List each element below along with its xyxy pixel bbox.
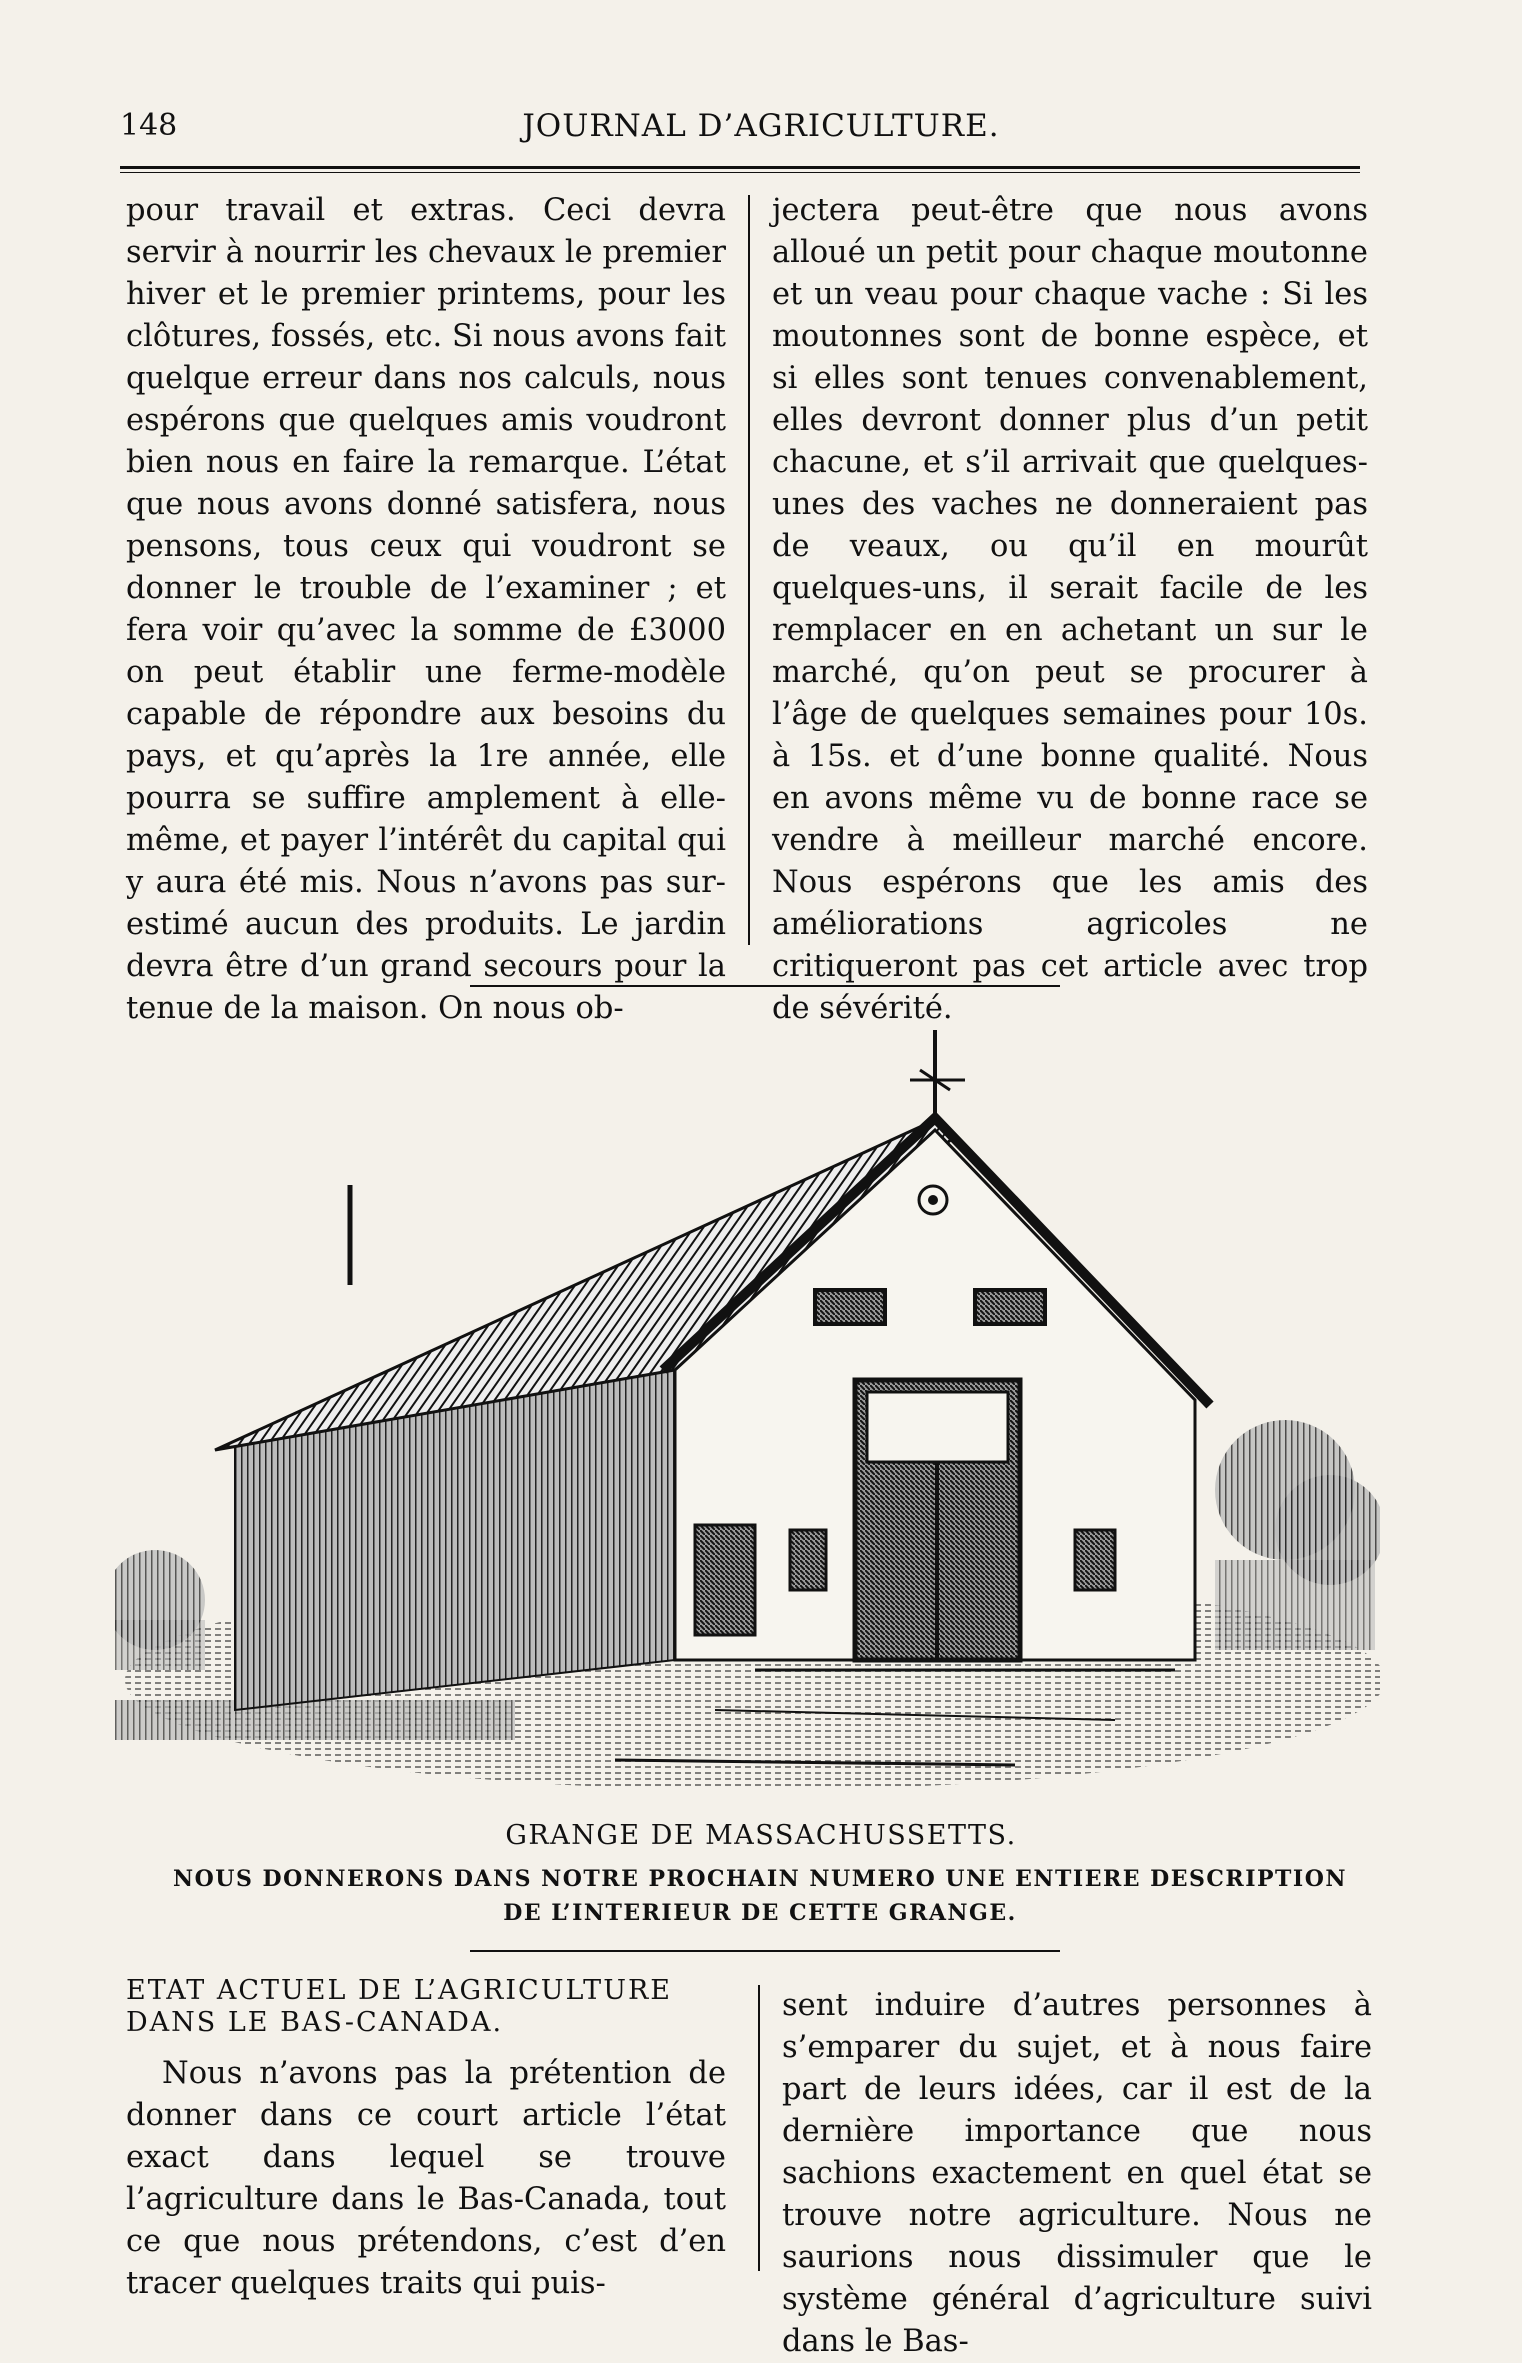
article-heading-line2: DANS LE BAS-CANADA. bbox=[126, 2007, 504, 2038]
bottom-right-paragraph: sent induire d’autres personnes à s’emparer du sujet, et à nous faire part de leurs idées, car il est de la dernière importance que nous sachions exactement en quel état se trouve notre agriculture. Nous ne saurions nous dissimuler que le système général d’agriculture suivi dans le Bas- bbox=[782, 1988, 1372, 2359]
section-rule-lower bbox=[470, 1950, 1060, 1952]
top-right-column bbox=[772, 190, 1368, 1030]
running-title: JOURNAL D’AGRICULTURE. bbox=[522, 108, 1000, 144]
header-rule-thin bbox=[120, 172, 1360, 173]
page-number: 148 bbox=[120, 108, 178, 143]
top-right-paragraph: jectera peut-être que nous avons alloué un petit pour chaque moutonne et un veau pour chaque vache : Si les moutonnes sont de bonne espèce, et si elles sont tenues convenablement, elles devront donner plus d’un petit chacune, et s’il arrivait que quelques-unes des vaches ne donneraient pas de veaux, ou qu’il en mourût quelques-uns, il serait facile de les remplacer en en achetant un sur le marché, qu’on peut se procurer à l’âge de quelques semaines pour 10s. à 15s. et d’une bonne qualité. Nous en avons même vu de bonne race se vendre à meilleur marché encore. Nous espérons que les amis des améliorations agricoles ne critiqueront pas cet article avec trop de sévérité. bbox=[772, 193, 1368, 1026]
header-rule bbox=[120, 166, 1360, 169]
barn-illustration bbox=[115, 1020, 1380, 1800]
section-rule-upper bbox=[470, 985, 1060, 987]
column-divider-top bbox=[748, 195, 750, 945]
top-left-column bbox=[126, 190, 726, 1030]
article-heading-line1: ETAT ACTUEL DE L’AGRICULTURE bbox=[126, 1975, 672, 2006]
bottom-right-column bbox=[782, 1985, 1372, 2363]
bottom-left-paragraph: Nous n’avons pas la prétention de donner dans ce court article l’état exact dans lequel se trouve l’agriculture dans le Bas-Canada, tout ce que nous prétendons, c’est d’en tracer quelques traits qui puis- bbox=[126, 2056, 726, 2301]
top-left-paragraph: pour travail et extras. Ceci devra servir à nourrir les chevaux le premier hiver et le premier printems, pour les clôtures, fossés, etc. Si nous avons fait quelque erreur dans nos calculs, nous espérons que quelques amis voudront bien nous en faire la remarque. L’état que nous avons donné satisfera, nous pensons, tous ceux qui voudront se donner le trouble de l’examiner ; et fera voir qu’avec la somme de £3000 on peut établir une ferme-modèle capable de répondre aux besoins du pays, et qu’après la 1re année, elle pourra se suffire amplement à elle-même, et payer l’intérêt du capital qui y aura été mis. Nous n’avons pas sur-estimé aucun des produits. Le jardin devra être d’un grand secours pour la tenue de la maison. On nous ob- bbox=[126, 193, 726, 1026]
figure-caption-subtitle: NOUS DONNERONS DANS NOTRE PROCHAIN NUMERO UNE ENTIERE DESCRIPTION DE L’INTERIEUR DE CETTE GRANGE. bbox=[173, 1866, 1347, 1926]
column-divider-bottom bbox=[758, 1985, 760, 2271]
figure-caption-title: GRANGE DE MASSACHUSSETTS. bbox=[505, 1820, 1017, 1851]
bottom-left-column bbox=[126, 1975, 726, 2305]
